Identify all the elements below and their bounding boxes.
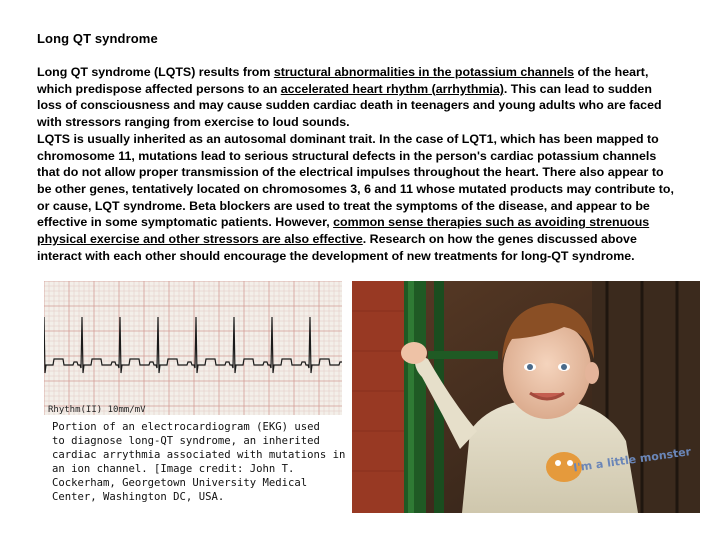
shirt-print-text: I'm a little monster — [572, 445, 692, 475]
link-potassium-channels[interactable]: structural abnormalities in the potassium channels — [273, 65, 575, 79]
link-arrhythmia[interactable]: accelerated heart rhythm (arrhythmia) — [280, 81, 504, 96]
page-title: Long QT syndrome — [37, 31, 158, 46]
ekg-caption: Portion of an electrocardiogram (EKG) used to diagnose long-QT syndrome, an inherited cardiac arrythmia associated with mutations in an ion channel. [Image credit: John T. Cockerham, Georgetown University Medical Center, Washington DC, USA. — [52, 421, 346, 504]
link-common-sense-therapies[interactable]: common sense therapies such as avoiding strenuous physical exercise and other stressors are also effective — [37, 215, 650, 247]
article-body — [37, 64, 677, 264]
ekg-strip-image — [44, 281, 342, 415]
p1-text-mid: of the heart, which predispose affected persons to an — [37, 65, 649, 96]
paragraph-1 — [37, 64, 677, 131]
p1-text: Long QT syndrome (LQTS) results from — [37, 65, 274, 79]
p1-text-end: . This can lead to sudden loss of consciousness and may cause sudden cardiac death in teenagers and young adults who are faced with stressors ranging from exercise to loud sounds. — [37, 81, 662, 130]
ekg-rhythm-label: Rhythm(II) 10mm/mV — [48, 405, 146, 415]
paragraph-2 — [37, 131, 677, 265]
p2-text: LQTS is usually inherited as an autosomal dominant trait. In the case of LQT1, which has been mapped to chromosome 11, mutations lead to serious structural defects in the person's cardiac potassium channels that do not allow proper transmission of the electrical impulses throughout the heart. There also appear to be other genes, tentatively located on chromosomes 3, 6 and 11 whose mutated products may contribute to, or cause, LQT syndrome. Beta blockers are used to treat the symptoms of the disease, and appear to be effective in some symptomatic patients. However, — [37, 131, 674, 230]
p2-text-end: . Research on how the genes discussed above interact with each other should encourage the development of new treatments for long-QT syndrome. — [37, 232, 637, 263]
child-photo — [342, 281, 700, 513]
ekg-figure — [44, 281, 352, 513]
